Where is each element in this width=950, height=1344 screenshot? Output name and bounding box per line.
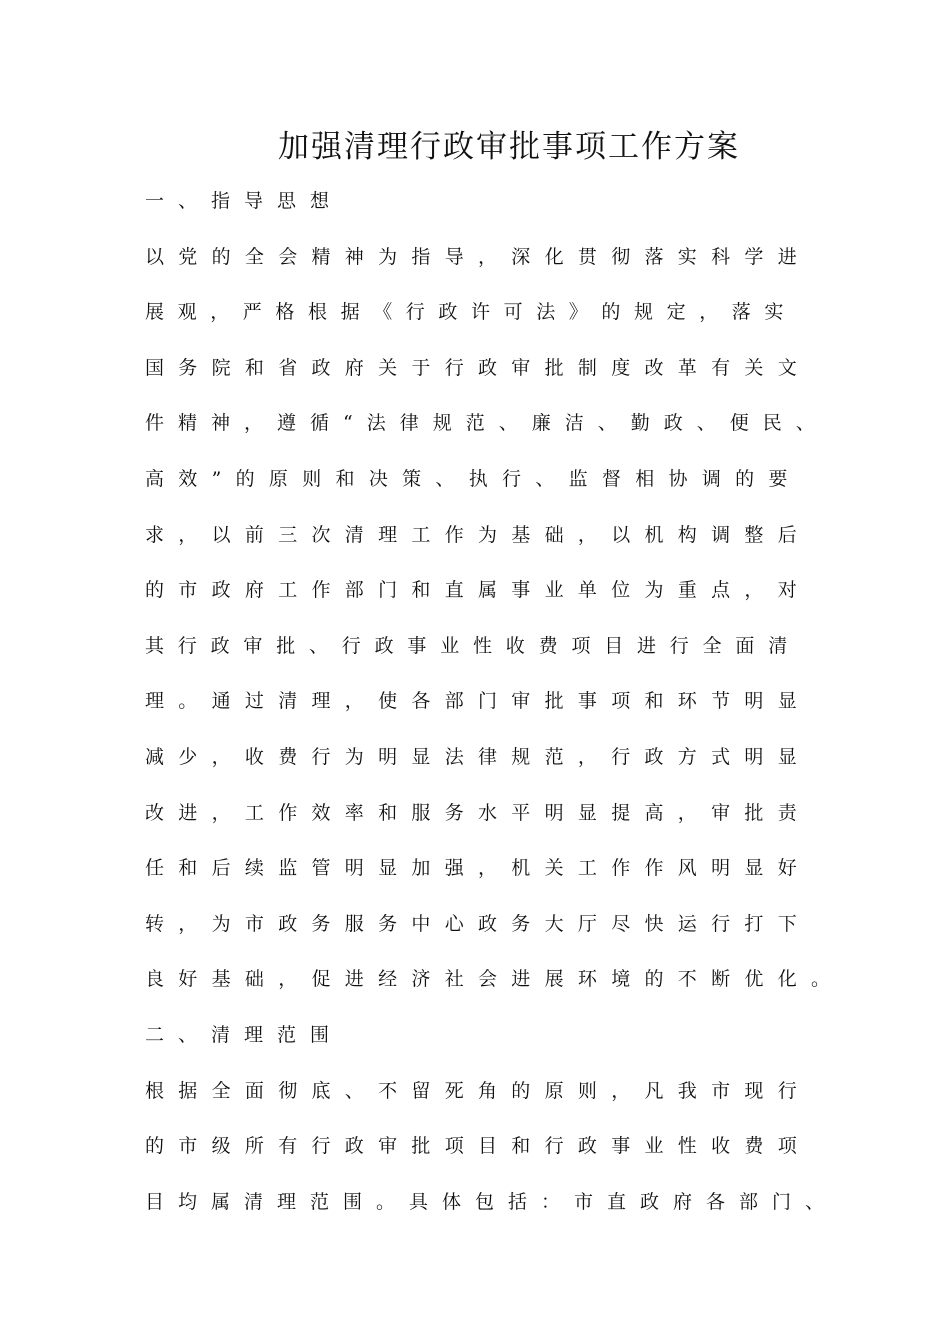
document-title: 加强清理行政审批事项工作方案: [278, 129, 740, 165]
body-line: 国务院和省政府关于行政审批制度改革有关文: [145, 357, 812, 379]
body-line: 以党的全会精神为指导，深化贯彻落实科学进: [145, 246, 812, 268]
body-line: 理。通过清理，使各部门审批事项和环节明显: [145, 690, 812, 712]
body-line: 任和后续监管明显加强，机关工作作风明显好: [145, 857, 812, 879]
body-line: 求，以前三次清理工作为基础，以机构调整后: [145, 524, 812, 546]
body-line: 根据全面彻底、不留死角的原则，凡我市现行: [145, 1080, 812, 1102]
body-line: 件精神，遵循“法律规范、廉洁、勤政、便民、: [145, 412, 829, 434]
section-heading: [145, 186, 343, 216]
body-line: 展观，严格根据《行政许可法》的规定，落实: [145, 301, 798, 323]
body-line: 其行政审批、行政事业性收费项目进行全面清: [145, 635, 802, 657]
section-heading-text: 清理范围: [211, 1024, 344, 1046]
body-line: 高效”的原则和决策、执行、监督相协调的要: [145, 468, 802, 490]
section-heading-text: 指导思想: [211, 190, 344, 212]
body-line: 减少，收费行为明显法律规范，行政方式明显: [145, 746, 812, 768]
body-line: 改进，工作效率和服务水平明显提高，审批责: [145, 802, 812, 824]
body-line: 转，为市政务服务中心政务大厅尽快运行打下: [145, 913, 812, 935]
section-number: 二、: [145, 1024, 212, 1046]
body-line: 目均属清理范围。具体包括：市直政府各部门、: [145, 1191, 839, 1213]
section-number: 一、: [145, 190, 212, 212]
section-heading: [145, 1020, 343, 1050]
body-line: 的市级所有行政审批项目和行政事业性收费项: [145, 1135, 812, 1157]
body-line: 良好基础，促进经济社会进展环境的不断优化。: [145, 968, 845, 990]
body-line: 的市政府工作部门和直属事业单位为重点，对: [145, 579, 812, 601]
